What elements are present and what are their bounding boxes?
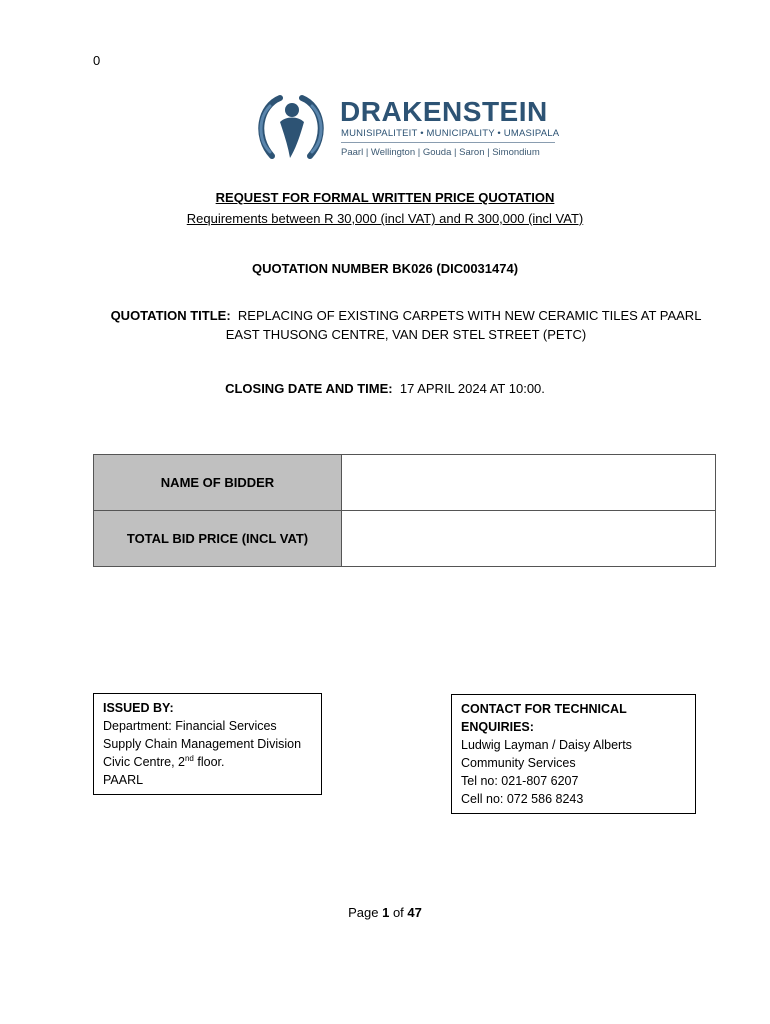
logo-subtitle: MUNISIPALITEIT • MUNICIPALITY • UMASIPALA [341, 128, 560, 139]
requirements-line: Requirements between R 30,000 (incl VAT) and R 300,000 (incl VAT) [186, 211, 584, 226]
logo-towns: Paarl | Wellington | Gouda | Saron | Simondium [341, 147, 540, 158]
quotation-title-text: REPLACING OF EXISTING CARPETS WITH NEW CERAMIC TILES AT PAARL EAST THUSONG CENTRE, VAN DER STEL STREET (PETC) [225, 308, 702, 342]
logo-wordmark: DRAKENSTEIN [340, 96, 548, 127]
issued-by-department: Department: Financial Services [103, 719, 277, 733]
total-pages: 47 [407, 905, 422, 920]
issued-by-heading: ISSUED BY: [103, 701, 174, 715]
closing-value: 17 APRIL 2024 AT 10:00. [399, 381, 545, 396]
total-bid-price-field[interactable] [342, 511, 716, 567]
contact-department: Community Services [461, 756, 576, 770]
total-bid-price-label: TOTAL BID PRICE (INCL VAT) [94, 511, 342, 567]
issued-by-box [93, 693, 322, 795]
bidder-name-field[interactable] [342, 455, 716, 511]
table-row [94, 511, 716, 567]
document-title: REQUEST FOR FORMAL WRITTEN PRICE QUOTATION [215, 190, 555, 205]
technical-contact-box [451, 694, 696, 814]
page-marker: 0 [93, 53, 101, 68]
issued-by-division: Supply Chain Management Division [103, 737, 302, 751]
contact-heading: CONTACT FOR TECHNICAL ENQUIRIES: [461, 702, 627, 734]
bid-table [93, 454, 716, 567]
logo-divider [341, 142, 555, 143]
issued-by-city: PAARL [103, 773, 144, 787]
contact-names: Ludwig Layman / Daisy Alberts [461, 738, 632, 752]
closing-label: CLOSING DATE AND TIME: [225, 381, 393, 396]
quotation-title [96, 306, 716, 344]
municipality-emblem-icon [250, 92, 332, 164]
contact-tel: Tel no: 021-807 6207 [461, 774, 579, 788]
table-row [94, 455, 716, 511]
drakenstein-logo [250, 92, 560, 164]
page-footer: Page 1 of 47 [348, 905, 422, 920]
issued-by-location: Civic Centre, 2nd floor. [103, 753, 225, 769]
bidder-name-label: NAME OF BIDDER [94, 455, 342, 511]
contact-cell: Cell no: 072 586 8243 [461, 792, 584, 806]
quotation-number: QUOTATION NUMBER BK026 (DIC0031474) [251, 261, 519, 276]
current-page: 1 [382, 905, 390, 920]
closing-date [0, 381, 770, 396]
quotation-title-label: QUOTATION TITLE: [110, 308, 231, 323]
